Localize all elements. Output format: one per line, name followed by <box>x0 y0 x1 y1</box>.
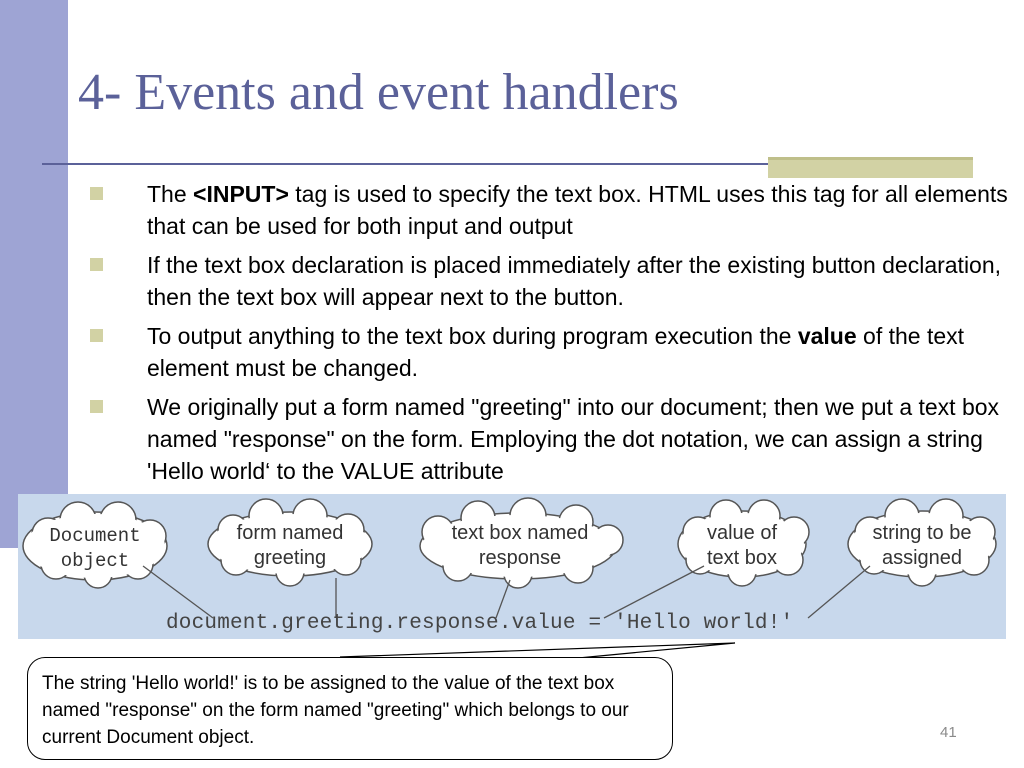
bullet-text-part: We originally put a form named "greeting" into our document; then we put a text box named "response" on the form. Employing the dot notation, we can assign a string 'Hello world‘ to the VALUE attribute <box>147 394 1000 484</box>
slide-title: 4- Events and event handlers <box>78 64 679 121</box>
cloud-line: text box <box>706 547 778 569</box>
cloud-line: value of <box>706 522 778 544</box>
cloud-line: assigned <box>881 547 963 569</box>
bullet-text-part: tag is used to specify the text box. HTML uses this tag for all elements that can be used for both input and output <box>147 181 1008 239</box>
cloud-line: string to be <box>872 522 972 544</box>
cloud-line: text box named <box>451 522 589 544</box>
code-statement: document.greeting.response.value = 'Hello world!' <box>166 612 794 635</box>
cloud-line: greeting <box>253 547 327 569</box>
bullet-text-part: If the text box declaration is placed immediately after the existing button declaration, then the text box will appear next to the button. <box>147 252 1002 310</box>
callout-text: The string 'Hello world!' is to be assigned to the value of the text box named "response" on the form named "greeting" which belongs to our current Document object. <box>42 673 629 748</box>
explanation-callout <box>27 657 673 760</box>
slide-number: 41 <box>940 724 957 741</box>
bullet-text-part: The <box>147 181 194 207</box>
bullet-text-part: To output anything to the text box during program execution the <box>147 323 798 349</box>
bullet-text-part: of the text element must be changed. <box>147 323 965 381</box>
cloud-line: form named <box>236 522 344 544</box>
cloud-line: object <box>60 550 130 572</box>
bullet-text-bold: value <box>797 323 857 349</box>
cloud-line: response <box>478 547 562 569</box>
bullet-text-bold: <INPUT> <box>193 181 289 207</box>
cloud-line: Document <box>49 525 141 547</box>
